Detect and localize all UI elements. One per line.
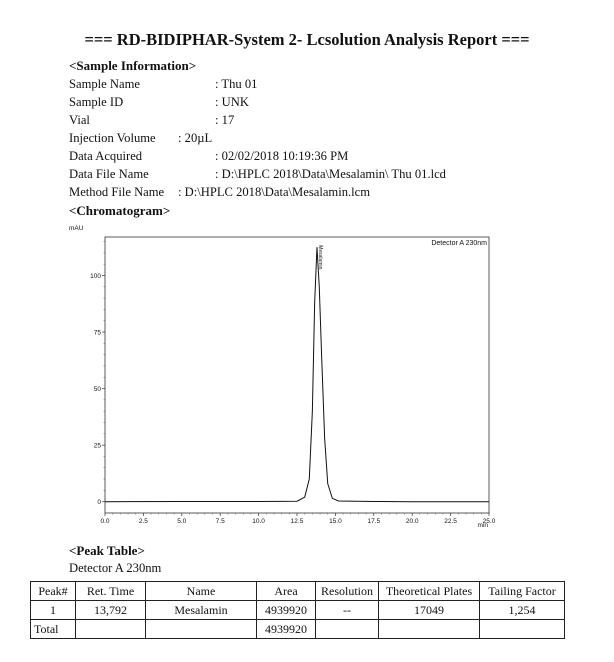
sample-name-label: Sample Name xyxy=(69,77,140,91)
data-file-name-label: Data File Name xyxy=(69,167,149,181)
header-name: Name xyxy=(146,582,257,601)
table-row xyxy=(31,601,565,620)
data-acquired-value: : 02/02/2018 10:19:36 PM xyxy=(215,149,349,163)
sample-information-heading: <Sample Information> xyxy=(69,58,197,73)
injection-volume-label: Injection Volume xyxy=(69,131,156,145)
cell-total-theoretical-plates xyxy=(379,620,480,639)
y-unit-label: mAU xyxy=(69,225,84,232)
cell-ret-time: 13,792 xyxy=(76,601,146,620)
x-tick-label: 7.5 xyxy=(215,518,225,525)
cell-area: 4939920 xyxy=(257,601,316,620)
cell-name: Mesalamin xyxy=(146,601,257,620)
cell-peak-number: 1 xyxy=(31,601,76,620)
x-tick-label: 20.0 xyxy=(405,518,419,525)
vial-label: Vial xyxy=(69,113,90,127)
x-tick-label: 17.5 xyxy=(367,518,381,525)
sample-id-label: Sample ID xyxy=(69,95,124,109)
peak-table-heading: <Peak Table> xyxy=(69,543,145,558)
method-file-name-label: Method File Name xyxy=(69,185,165,199)
header-area: Area xyxy=(257,582,316,601)
header-tailing-factor: Tailing Factor xyxy=(480,582,565,601)
sample-name-value: : Thu 01 xyxy=(215,77,258,91)
x-tick-label: 2.5 xyxy=(138,518,148,525)
cell-total-resolution xyxy=(316,620,379,639)
chromatogram-chart xyxy=(0,218,614,536)
cell-total-label: Total xyxy=(31,620,76,639)
plot-frame xyxy=(105,237,489,513)
sample-id-value: : UNK xyxy=(215,95,249,109)
cell-total-area: 4939920 xyxy=(257,620,316,639)
header-theoretical-plates: Theoretical Plates xyxy=(379,582,480,601)
header-ret-time: Ret. Time xyxy=(76,582,146,601)
x-tick-label: 25.0 xyxy=(482,518,496,525)
detector-label: Detector A 230nm xyxy=(431,240,487,247)
x-unit-label: min xyxy=(477,522,488,529)
cell-total-tailing-factor xyxy=(480,620,565,639)
x-tick-label: 22.5 xyxy=(444,518,457,525)
cell-total-name xyxy=(146,620,257,639)
data-file-name-value: : D:\HPLC 2018\Data\Mesalamin\ Thu 01.lcd xyxy=(215,167,446,181)
y-tick-label: 0 xyxy=(97,498,101,506)
header-resolution: Resolution xyxy=(316,582,379,601)
x-tick-label: 0.0 xyxy=(100,518,110,525)
header-peak-number: Peak# xyxy=(31,582,76,601)
table-total-row xyxy=(31,620,565,639)
injection-volume-value: : 20µL xyxy=(178,131,213,145)
y-tick-label: 25 xyxy=(93,442,101,450)
chromatogram-trace xyxy=(105,247,489,502)
data-acquired-label: Data Acquired xyxy=(69,149,143,163)
chromatogram-heading: <Chromatogram> xyxy=(69,203,171,218)
cell-resolution: -- xyxy=(316,601,379,620)
peak-table-header-row xyxy=(31,582,565,601)
y-axis xyxy=(90,242,105,506)
x-tick-label: 10.0 xyxy=(252,518,265,525)
method-file-name-value: : D:\HPLC 2018\Data\Mesalamin.lcm xyxy=(178,185,371,199)
peak-table-detector: Detector A 230nm xyxy=(69,561,162,575)
x-tick-label: 15.0 xyxy=(329,518,342,525)
x-tick-label: 5.0 xyxy=(177,518,187,525)
y-tick-label: 50 xyxy=(93,385,101,393)
peak-name-label: Mesalamin xyxy=(316,245,323,270)
cell-theoretical-plates: 17049 xyxy=(379,601,480,620)
x-tick-label: 12.5 xyxy=(290,518,304,525)
cell-total-ret-time xyxy=(76,620,146,639)
cell-tailing-factor: 1,254 xyxy=(480,601,565,620)
peak-table xyxy=(30,581,565,639)
report-title: === RD-BIDIPHAR-System 2- Lcsolution Analysis Report === xyxy=(84,30,530,49)
x-axis xyxy=(100,513,495,525)
vial-value: : 17 xyxy=(215,113,235,127)
y-tick-label: 100 xyxy=(90,272,101,280)
y-tick-label: 75 xyxy=(93,329,101,337)
